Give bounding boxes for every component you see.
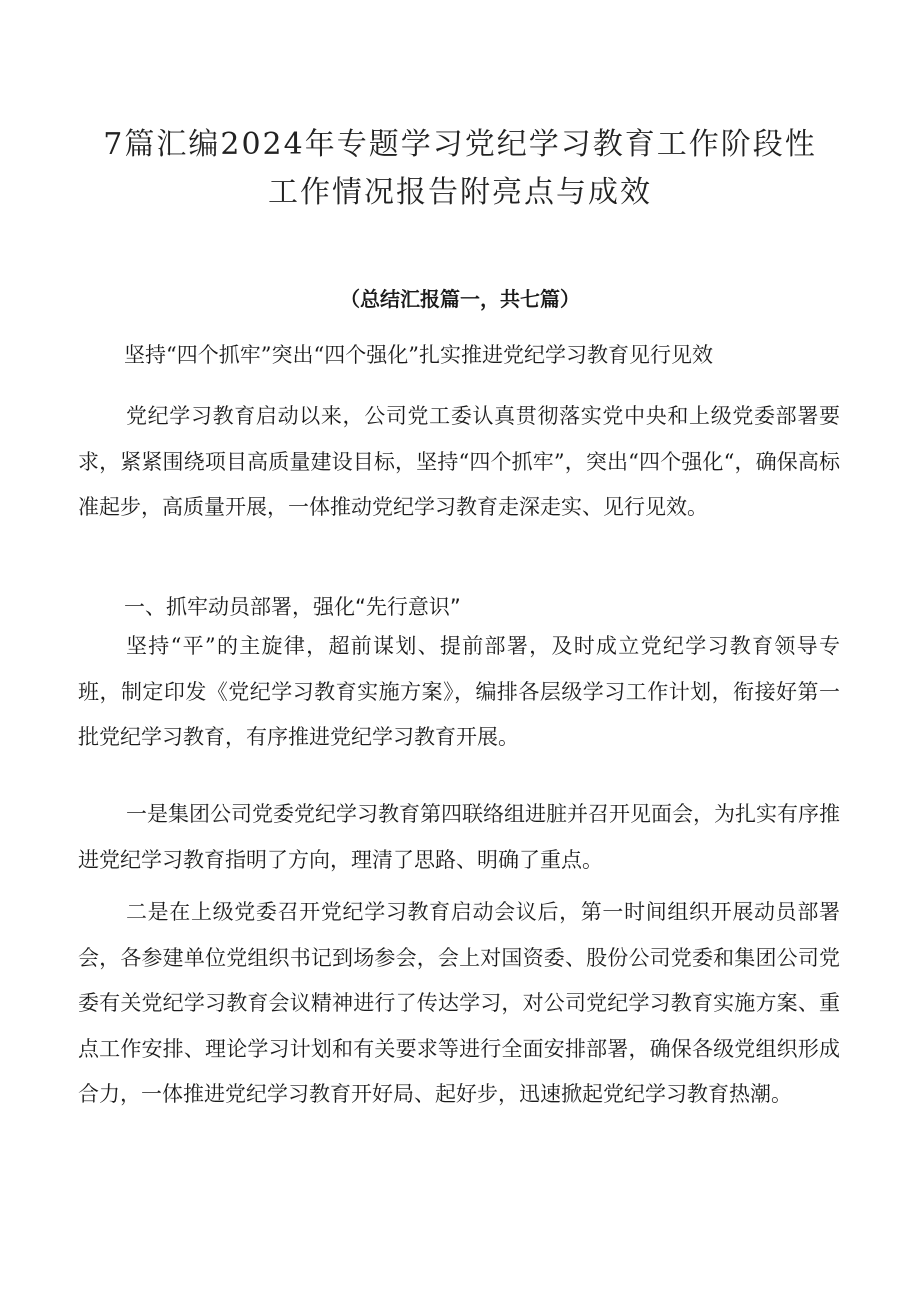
section1-paragraph-1-text: 坚持“平”的主旋律，超前谋划、提前部署，及时成立党纪学习教育领导专班，制定印发《党纪学习教育实施方案》，编排各层级学习工作计划，衔接好第一批党纪学习教育，有序推进党纪学习教育开展。 (78, 634, 840, 749)
document-title-line2: 工作情况报告附亮点与成效 (268, 175, 652, 210)
section1-paragraph-2 (78, 792, 840, 883)
section1-paragraph-2-text: 一是集团公司党委党纪学习教育第四联络组进脏并召开见面会，为扎实有序推进党纪学习教育指明了方向，理清了思路、明确了重点。 (78, 802, 840, 872)
document-subtitle: （总结汇报篇一，共七篇） (340, 287, 580, 311)
document-title-line1: 7篇汇编2024年专题学习党纪学习教育工作阶段性 (103, 127, 817, 162)
intro-paragraph-text: 党纪学习教育启动以来，公司党工委认真贯彻落实党中央和上级党委部署要求，紧紧围绕项目高质量建设目标，坚持“四个抓牢”，突出“四个强化“，确保高标准起步，高质量开展，一体推动党纪学习教育走深走实、见行见效。 (78, 404, 840, 519)
section1-paragraph-1 (78, 624, 840, 761)
section1-paragraph-3 (78, 890, 840, 1118)
section1-paragraph-3-text: 二是在上级党委召开党纪学习教育启动会议后，第一时间组织开展动员部署会，各参建单位党组织书记到场参会，会上对国资委、股份公司党委和集团公司党委有关党纪学习教育会议精神进行了传达学习，对公司党纪学习教育实施方案、重点工作安排、理论学习计划和有关要求等进行全面安排部署，确保各级党组织形成合力，一体推进党纪学习教育开好局、起好步，迅速掀起党纪学习教育热潮。 (78, 900, 840, 1106)
intro-paragraph (78, 394, 840, 531)
section1-heading: 一、抓牢动员部署，强化“先行意识” (124, 595, 461, 619)
lead-heading: 坚持“四个抓牢”突出“四个强化”扎实推进党纪学习教育见行见效 (124, 343, 713, 367)
